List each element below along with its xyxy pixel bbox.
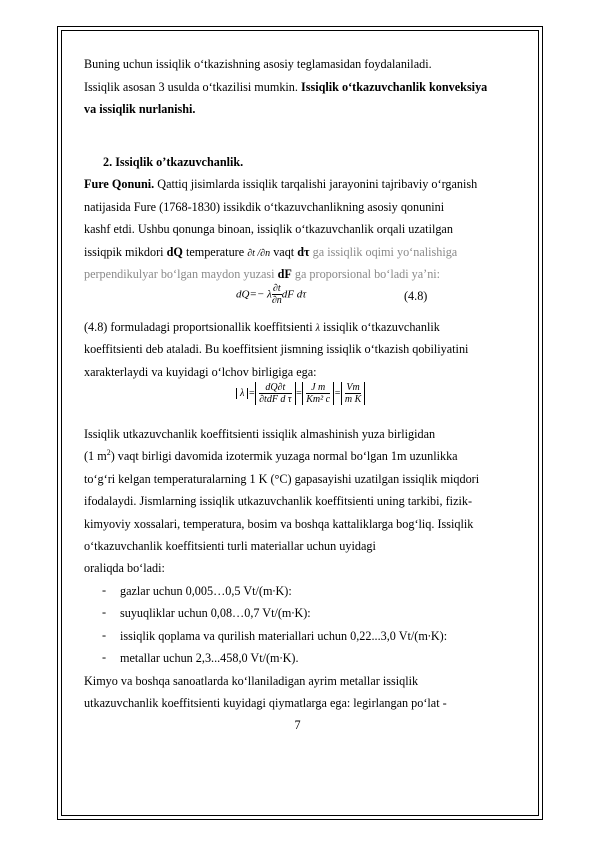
text-line: kimyoviy xossalari, temperatura, bosim va boshqa kattaliklarga bog‘liq. Issiqlik [84,517,474,531]
text-line: Issiqlik utkazuvchanlik koeffitsienti issiqlik almashinish yuza birligidan [84,427,436,441]
page-number: 7 [294,718,301,732]
units-formula: λ = $\frac{dQ\partial t}{\text{∂tdF d τ}}$ = $\frac{\text{J m}}{\text{Km² c}}$ = $\frac{Vm}{\text{m K}}$ [236,382,365,405]
text-line: issiqpik mikdori dQ temperature ∂t /∂n vaqt dτ ga issiqlik oqimi yo‘nalishiga [84,245,458,259]
fourier-equation: dQ=− λ $\frac{\partial t}{\partial n}$ dF dτ [236,283,307,306]
text-line: to‘g‘ri kelgan temperaturalarning 1 K (°C) gapasayishi uzatilgan issiqlik miqdori [84,472,480,486]
text-line: Fure Qonuni. Qattiq jisimlarda issiqlik tarqalishi jarayonini tajribaviy o‘rganish [84,177,478,191]
text-line: perpendikulyar bo‘lgan maydon yuzasi dF ga proporsional bo‘ladi ya’ni: [84,267,441,281]
text-line: utkazuvchanlik koeffitsienti kuyidagi qiymatlarga ega: legirlangan po‘lat - [84,696,447,710]
text-line: Issiqlik asosan 3 usulda o‘tkazilisi mumkin. Issiqlik o‘tkazuvchanlik konveksiya [84,80,488,94]
equation-number: (4.8) [404,289,428,303]
section-heading: 2. Issiqlik o’tkazuvchanlik. [103,155,244,169]
text-line: va issiqlik nurlanishi. [84,102,196,116]
text-line: (1 $m^2$) vaqt birligi davomida izotermik yuzaga normal bo‘lgan 1m uzunlikka [84,447,458,463]
list-item: issiqlik qoplama va qurilish materiallari uchun 0,22...3,0 Vt/(m∙K): [120,629,448,643]
text-line: koeffitsienti deb ataladi. Bu koeffitsient jismning issiqlik o‘tkazish qobiliyatini [84,342,469,356]
text-line: oraliqda bo‘ladi: [84,561,165,575]
bullet-dash: - [102,650,107,664]
text-line: o‘tkazuvchanlik koeffitsienti turli materiallar uchun uyidagi [84,539,376,553]
list-item: metallar uchun 2,3...458,0 Vt/(m∙K). [120,651,299,665]
bullet-dash: - [102,583,107,597]
bullet-dash: - [102,628,107,642]
text-line: Buning uchun issiqlik o‘tkazishning asosiy teglamasidan foydalaniladi. [84,57,432,71]
list-item: gazlar uchun 0,005…0,5 Vt/(m∙K): [120,584,292,598]
text-line: xarakterlaydi va kuyidagi o‘lchov birligiga ega: [84,365,317,379]
list-item: suyuqliklar uchun 0,08…0,7 Vt/(m∙K): [120,606,311,620]
text-line: ifodalaydi. Jismlarning issiqlik utkazuvchanlik koeffitsienti uning tarkibi, fizik- [84,494,473,508]
text-line: (4.8) formuladagi proportsionallik koeffitsienti λ issiqlik o‘tkazuvchanlik [84,320,440,334]
text-line: kashf etdi. Ushbu qonunga binoan, issiqlik o‘tkazuvchanlik orqali uzatilgan [84,222,453,236]
text-line: natijasida Fure (1768-1830) issikdik o‘tkazuvchanlikning asosiy qonunini [84,200,445,214]
text-line: Kimyo va boshqa sanoatlarda ko‘llaniladigan ayrim metallar issiqlik [84,674,419,688]
bullet-dash: - [102,605,107,619]
